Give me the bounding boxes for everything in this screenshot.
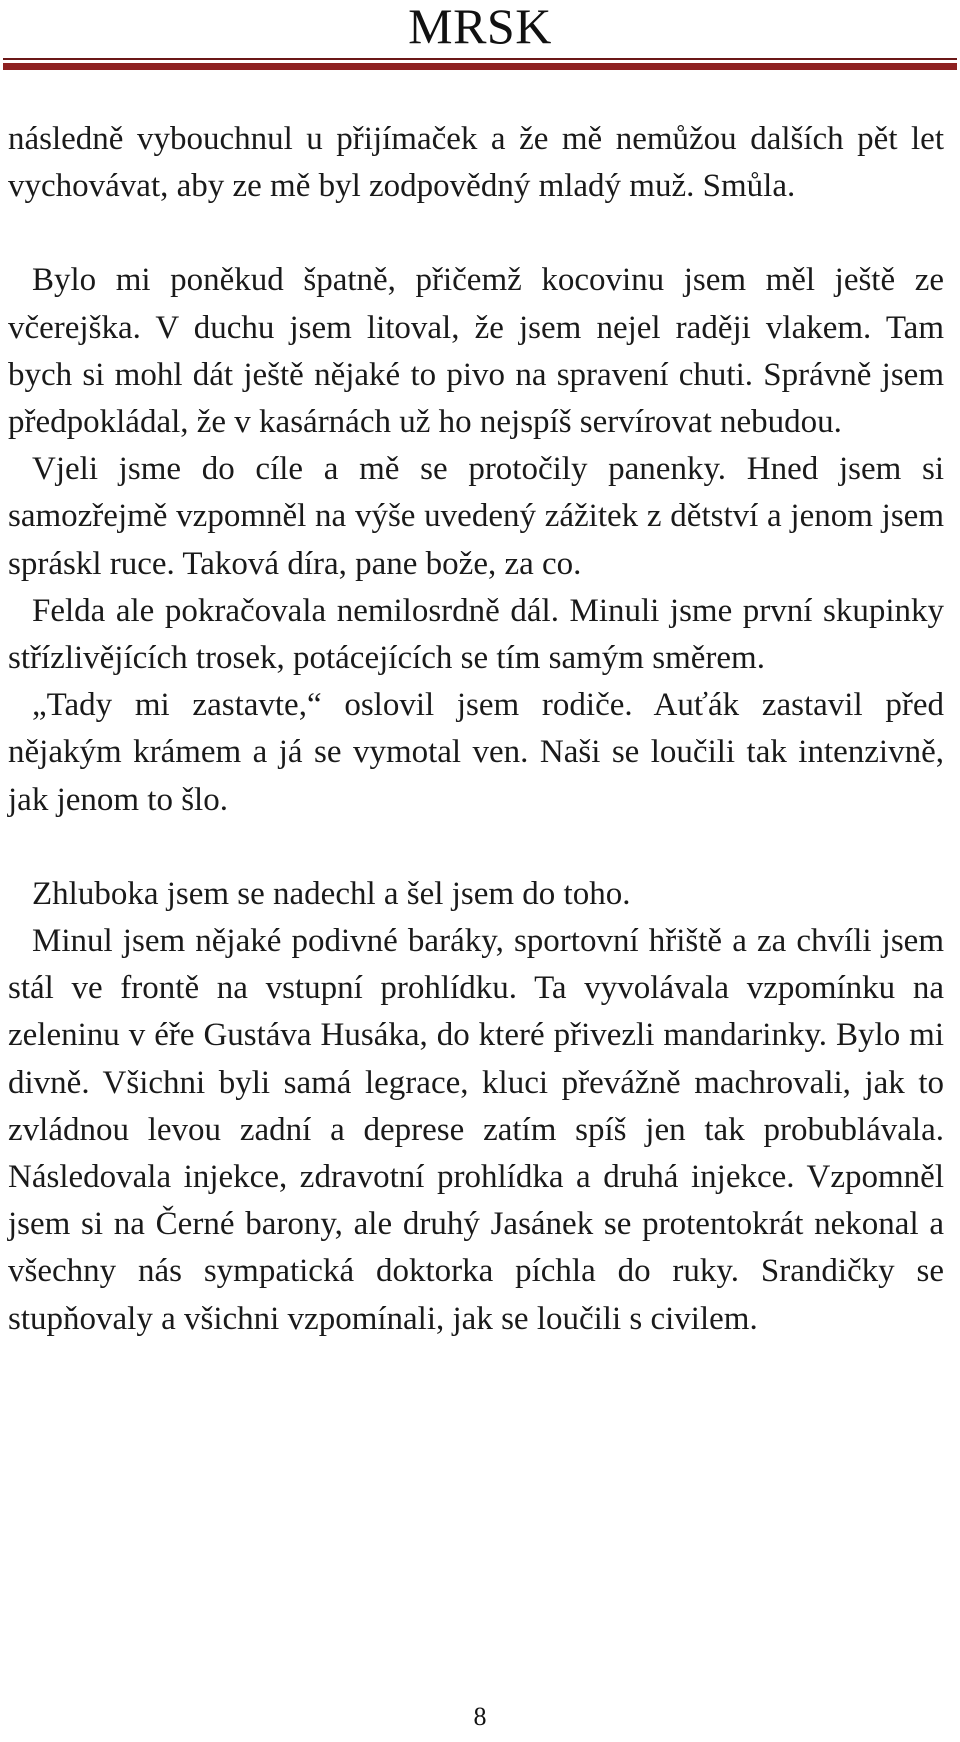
paragraph: Felda ale pokračovala nemilosrdně dál. Minuli jsme první skupinky střízlivějících trosek, potácejících se tím samým směrem. bbox=[8, 592, 944, 677]
paragraph: Zhluboka jsem se nadechl a šel jsem do toho. bbox=[32, 875, 631, 912]
paragraph: Vjeli jsme do cíle a mě se protočily panenky. Hned jsem si samozřejmě vzpomněl na výše uvedený zážitek z dětství a jenom jsem spráskl ruce. Taková díra, pane bože, za co. bbox=[8, 451, 944, 582]
paragraph: Minul jsem nějaké podivné baráky, sportovní hřiště a za chvíli jsem stál ve frontě na vstupní prohlídku. Ta vyvolávala vzpomínku na zeleninu v éře Gustáva Husáka, do které přivezli mandarinky. Bylo mi divně. Všichni byli samá legrace, kluci převážně machrovali, jak to zvládnou levou zadní a deprese zatím spíš jen tak probublávala. Následovala injekce, zdravotní prohlídka a druhá injekce. Vzpomněl jsem si na Černé barony, ale druhý Jasánek se protentokrát nekonal a všechny nás sympatická doktorka píchla do ruky. Srandičky se stupňovaly a všichni vzpomínali, jak se loučili s civilem. bbox=[8, 923, 944, 1337]
paragraph: „Tady mi zastavte,“ oslovil jsem rodiče. Auťák zastavil před nějakým krámem a já se vymotal ven. Naši se loučili tak intenzivně, jak jenom to šlo. bbox=[8, 687, 944, 818]
paragraph: Bylo mi poněkud špatně, přičemž kocovinu jsem měl ještě ze včerejška. V duchu jsem litoval, že jsem nejel raději vlakem. Tam bych si mohl dát ještě nějaké to pivo na spravení chuti. Správně jsem předpokládal, že v kasárnách už ho nejspíš servírovat nebudou. bbox=[8, 262, 944, 441]
page-number: 8 bbox=[473, 1702, 487, 1731]
running-header bbox=[0, 0, 960, 74]
body-text bbox=[8, 116, 944, 1343]
paragraph-continuation: následně vybouchnul u přijímaček a že mě nemůžou dalších pět let vychovávat, aby ze mě byl zodpovědný mladý muž. Smůla. bbox=[8, 121, 944, 205]
header-rule bbox=[3, 58, 957, 72]
book-title: MRSK bbox=[408, 0, 552, 54]
